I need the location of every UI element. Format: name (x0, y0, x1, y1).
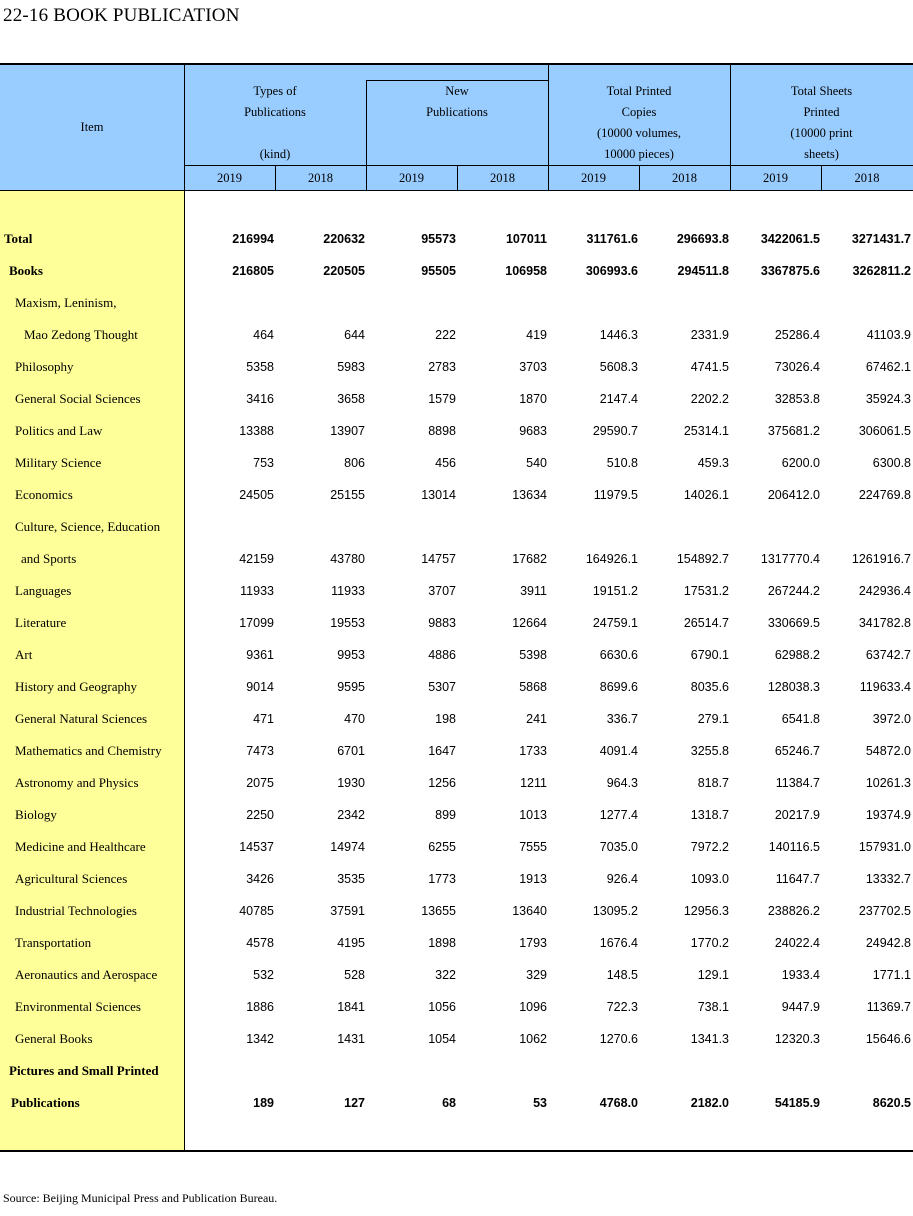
table-cell: 107011 (505, 232, 547, 246)
page-title: 22-16 BOOK PUBLICATION (3, 5, 240, 26)
header-bottom-rule (0, 190, 913, 191)
table-cell: 3707 (428, 584, 456, 598)
table-cell: 375681.2 (767, 424, 820, 438)
table-cell: 10261.3 (865, 776, 911, 790)
table-cell: 738.1 (697, 1000, 729, 1014)
table-cell: 3367875.6 (760, 264, 820, 278)
table-cell: 42159 (239, 552, 274, 566)
table-row (0, 1023, 913, 1055)
row-label: Transportation (15, 935, 92, 950)
table-cell: 1841 (337, 1000, 365, 1014)
table-cell: 1898 (428, 936, 456, 950)
year-header: 2018 (672, 171, 697, 185)
table-cell: 1261916.7 (851, 552, 911, 566)
table-cell: 11979.5 (593, 488, 638, 502)
table-cell: 11369.7 (866, 1000, 911, 1014)
table-row (0, 351, 913, 383)
table-cell: 67462.1 (865, 360, 911, 374)
row-label: Philosophy (15, 359, 74, 374)
copies-header-line: Copies (621, 105, 657, 119)
table-cell: 279.1 (697, 712, 729, 726)
table-cell: 242936.4 (858, 584, 911, 598)
table-cell: 3422061.5 (760, 232, 820, 246)
table-row (0, 415, 913, 447)
table-cell: 2342 (337, 808, 365, 822)
table-cell: 9595 (337, 680, 365, 694)
table-cell: 470 (344, 712, 365, 726)
table-cell: 4741.5 (690, 360, 729, 374)
table-cell: 311761.6 (586, 232, 638, 246)
table-cell: 63742.7 (865, 648, 911, 662)
row-label: Languages (15, 583, 72, 598)
table-cell: 532 (253, 968, 274, 982)
table-cell: 206412.0 (767, 488, 820, 502)
table-cell: 1933.4 (781, 968, 820, 982)
table-cell: 1056 (428, 1000, 456, 1014)
table-cell: 6541.8 (781, 712, 820, 726)
table-cell: 13014 (421, 488, 456, 502)
row-label: General Social Sciences (15, 391, 141, 406)
table-cell: 12664 (512, 616, 547, 630)
table-cell: 3255.8 (690, 744, 729, 758)
table-cell: 5868 (519, 680, 547, 694)
table-cell: 12320.3 (774, 1032, 820, 1046)
table-cell: 13634 (512, 488, 547, 502)
year-header: 2018 (490, 171, 515, 185)
table-cell: 6255 (428, 840, 456, 854)
table-row (0, 799, 913, 831)
table-cell: 237702.5 (858, 904, 911, 918)
table-cell: 13640 (512, 904, 547, 918)
table-row (0, 703, 913, 735)
table-cell: 644 (344, 328, 365, 342)
table-cell: 7972.2 (690, 840, 729, 854)
row-label: Books (9, 263, 43, 278)
table-cell: 62988.2 (774, 648, 820, 662)
item-header: Item (80, 120, 104, 134)
table-cell: 1013 (519, 808, 547, 822)
table-cell: 17531.2 (683, 584, 729, 598)
table-cell: 7473 (246, 744, 274, 758)
row-label: Maxism, Leninism, (15, 295, 117, 310)
table-cell: 1318.7 (690, 808, 729, 822)
table-cell: 11933 (331, 584, 365, 598)
table-cell: 456 (435, 456, 456, 470)
table-cell: 899 (435, 808, 456, 822)
row-label: General Books (15, 1031, 93, 1046)
table-cell: 4768.0 (599, 1096, 638, 1110)
table-cell: 13907 (330, 424, 365, 438)
table-cell: 41103.9 (866, 328, 911, 342)
year-header: 2019 (763, 171, 788, 185)
table-cell: 322 (435, 968, 456, 982)
table-cell: 238826.2 (767, 904, 820, 918)
table-row (0, 319, 913, 351)
sheets-header-line: Total Sheets (790, 84, 853, 98)
table-cell: 15646.6 (865, 1032, 911, 1046)
table-row (0, 959, 913, 991)
year-header: 2019 (217, 171, 242, 185)
table-row (0, 575, 913, 607)
table-cell: 54185.9 (774, 1096, 820, 1110)
table-cell: 17099 (239, 616, 274, 630)
table-cell: 11384.7 (775, 776, 820, 790)
table-row (0, 1087, 913, 1119)
table-row (0, 1055, 913, 1087)
table-cell: 1096 (519, 1000, 547, 1014)
row-label: Aeronautics and Aerospace (15, 967, 158, 982)
table-cell: 32853.8 (774, 392, 820, 406)
table-cell: 459.3 (697, 456, 729, 470)
table-cell: 9683 (519, 424, 547, 438)
table-cell: 241 (526, 712, 547, 726)
table-cell: 9014 (246, 680, 274, 694)
table-cell: 2202.2 (690, 392, 729, 406)
year-header: 2018 (854, 171, 880, 185)
table-row (0, 735, 913, 767)
table-cell: 40785 (239, 904, 274, 918)
table-cell: 4886 (428, 648, 456, 662)
table-cell: 5608.3 (599, 360, 638, 374)
row-label: Publications (11, 1095, 80, 1110)
table-cell: 806 (344, 456, 365, 470)
types-header-unit: (kind) (259, 147, 291, 161)
table-cell: 35924.3 (865, 392, 911, 406)
table-row (0, 255, 913, 287)
table-cell: 68 (442, 1096, 456, 1110)
table-cell: 129.1 (697, 968, 729, 982)
row-label: Environmental Sciences (15, 999, 141, 1014)
table-cell: 6701 (337, 744, 365, 758)
table-cell: 6630.6 (599, 648, 638, 662)
table-cell: 1733 (519, 744, 547, 758)
table-cell: 1093.0 (690, 872, 729, 886)
row-label: Biology (15, 807, 57, 822)
table-row (0, 767, 913, 799)
table-cell: 471 (253, 712, 274, 726)
table-row (0, 927, 913, 959)
table-cell: 294511.8 (677, 264, 729, 278)
table-cell: 1341.3 (690, 1032, 729, 1046)
table-cell: 14026.1 (683, 488, 729, 502)
table-cell: 926.4 (606, 872, 638, 886)
year-header: 2018 (308, 171, 333, 185)
table-cell: 65246.7 (774, 744, 820, 758)
types-header-line: Types of (253, 84, 297, 98)
table-row (0, 863, 913, 895)
table-cell: 336.7 (606, 712, 638, 726)
table-cell: 528 (344, 968, 365, 982)
table-cell: 216805 (232, 264, 274, 278)
table-cell: 3262811.2 (852, 264, 911, 278)
table-row (0, 895, 913, 927)
table-cell: 7555 (519, 840, 547, 854)
table-top-rule (0, 63, 913, 65)
row-label: Agricultural Sciences (15, 871, 128, 886)
table-row (0, 447, 913, 479)
table-cell: 1676.4 (599, 936, 638, 950)
sheets-header-line: Printed (803, 105, 840, 119)
table-cell: 13332.7 (865, 872, 911, 886)
table-cell: 3535 (337, 872, 365, 886)
table-cell: 148.5 (606, 968, 638, 982)
table-cell: 818.7 (697, 776, 729, 790)
table-cell: 222 (435, 328, 456, 342)
table-cell: 19374.9 (865, 808, 911, 822)
row-label: Astronomy and Physics (15, 775, 139, 790)
table-cell: 8035.6 (690, 680, 729, 694)
year-header: 2019 (399, 171, 424, 185)
table-cell: 419 (526, 328, 547, 342)
table-cell: 2783 (428, 360, 456, 374)
sheets-header-unit: sheets) (804, 147, 839, 161)
table-cell: 1431 (337, 1032, 365, 1046)
table-cell: 3911 (520, 584, 547, 598)
table-cell: 25155 (330, 488, 365, 502)
table-cell: 11647.7 (775, 872, 820, 886)
table-cell: 3271431.7 (851, 232, 911, 246)
row-label: Politics and Law (15, 423, 103, 438)
table-cell: 106958 (505, 264, 547, 278)
row-label: Total (4, 231, 33, 246)
table-row (0, 223, 913, 255)
table-cell: 8620.5 (872, 1096, 911, 1110)
table-cell: 25314.1 (683, 424, 729, 438)
table-row (0, 991, 913, 1023)
table-cell: 464 (253, 328, 274, 342)
table-cell: 7035.0 (599, 840, 638, 854)
table-cell: 95505 (421, 264, 456, 278)
row-label: General Natural Sciences (15, 711, 148, 726)
table-cell: 267244.2 (767, 584, 820, 598)
row-label: History and Geography (15, 679, 138, 694)
table-cell: 164926.1 (585, 552, 638, 566)
table-cell: 1886 (246, 1000, 274, 1014)
table-cell: 4091.4 (599, 744, 638, 758)
sheets-header-unit: (10000 print (790, 126, 853, 140)
table-cell: 2182.0 (690, 1096, 729, 1110)
table-cell: 9953 (337, 648, 365, 662)
table-cell: 6200.0 (781, 456, 820, 470)
table-cell: 216994 (232, 232, 274, 246)
table-cell: 4195 (337, 936, 365, 950)
table-cell: 1211 (520, 776, 547, 790)
table-cell: 9883 (428, 616, 456, 630)
table-cell: 24759.1 (592, 616, 638, 630)
table-cell: 1793 (519, 936, 547, 950)
copies-header-unit: (10000 volumes, (596, 126, 682, 140)
table-cell: 140116.5 (768, 840, 820, 854)
table-cell: 2075 (246, 776, 274, 790)
table-cell: 1342 (246, 1032, 274, 1046)
copies-header-unit: 10000 pieces) (604, 147, 674, 161)
table-cell: 1930 (337, 776, 365, 790)
row-label: Pictures and Small Printed (9, 1063, 159, 1078)
row-label: and Sports (21, 551, 77, 566)
table-bottom-rule (0, 1150, 913, 1152)
row-label: Mao Zedong Thought (24, 327, 138, 342)
table-cell: 1277.4 (599, 808, 638, 822)
new-header-line: Publications (426, 105, 488, 119)
table-cell: 24505 (239, 488, 274, 502)
table-cell: 2250 (246, 808, 274, 822)
table-cell: 43780 (330, 552, 365, 566)
copies-header-line: Total Printed (606, 84, 672, 98)
table-row (0, 543, 913, 575)
table-cell: 1770.2 (690, 936, 729, 950)
table-cell: 1054 (428, 1032, 456, 1046)
table-cell: 1317770.4 (760, 552, 820, 566)
table-cell: 964.3 (606, 776, 638, 790)
table-cell: 1771.1 (872, 968, 911, 982)
table-cell: 24942.8 (865, 936, 911, 950)
table-cell: 13655 (421, 904, 456, 918)
table-cell: 9361 (246, 648, 274, 662)
table-cell: 19151.2 (592, 584, 638, 598)
table-cell: 25286.4 (774, 328, 820, 342)
table-cell: 1062 (519, 1032, 547, 1046)
table-cell: 13388 (239, 424, 274, 438)
table-cell: 1773 (428, 872, 456, 886)
table-row (0, 831, 913, 863)
table-cell: 95573 (421, 232, 456, 246)
table-cell: 330669.5 (767, 616, 820, 630)
row-label: Industrial Technologies (15, 903, 137, 918)
table-cell: 128038.3 (767, 680, 820, 694)
table-cell: 753 (253, 456, 274, 470)
table-cell: 1870 (519, 392, 547, 406)
new-header-line: New (445, 84, 469, 98)
table-cell: 2147.4 (599, 392, 638, 406)
table-row (0, 511, 913, 543)
table-cell: 73026.4 (774, 360, 820, 374)
table-row (0, 671, 913, 703)
table-cell: 20217.9 (774, 808, 820, 822)
table-cell: 14757 (421, 552, 456, 566)
table-cell: 8699.6 (599, 680, 638, 694)
table-cell: 53 (533, 1096, 547, 1110)
types-header-line: Publications (244, 105, 306, 119)
row-label: Literature (15, 615, 67, 630)
source-note: Source: Beijing Municipal Press and Publication Bureau. (3, 1191, 278, 1205)
table-cell: 510.8 (606, 456, 638, 470)
table-cell: 224769.8 (858, 488, 911, 502)
table-cell: 2331.9 (690, 328, 729, 342)
table-cell: 1579 (428, 392, 456, 406)
table-row (0, 383, 913, 415)
table-cell: 4578 (246, 936, 274, 950)
table-cell: 37591 (330, 904, 365, 918)
table-cell: 5358 (246, 360, 274, 374)
table-row (0, 639, 913, 671)
table-cell: 11933 (240, 584, 274, 598)
table-cell: 19553 (330, 616, 365, 630)
table-cell: 1913 (519, 872, 547, 886)
table-cell: 5983 (337, 360, 365, 374)
table-cell: 306993.6 (585, 264, 638, 278)
table-cell: 1446.3 (599, 328, 638, 342)
table-cell: 9447.9 (781, 1000, 820, 1014)
table-cell: 26514.7 (683, 616, 729, 630)
table-cell: 12956.3 (683, 904, 729, 918)
table-cell: 1270.6 (599, 1032, 638, 1046)
table-cell: 220505 (323, 264, 365, 278)
table-cell: 189 (253, 1096, 274, 1110)
table-cell: 220632 (323, 232, 365, 246)
year-header: 2019 (581, 171, 606, 185)
table-cell: 341782.8 (858, 616, 911, 630)
table-cell: 306061.5 (858, 424, 911, 438)
table-cell: 198 (435, 712, 456, 726)
table-cell: 14537 (239, 840, 274, 854)
table-cell: 3972.0 (872, 712, 911, 726)
table-cell: 154892.7 (676, 552, 729, 566)
table-cell: 1256 (428, 776, 456, 790)
row-label: Military Science (15, 455, 102, 470)
table-cell: 6790.1 (690, 648, 729, 662)
table-cell: 6300.8 (872, 456, 911, 470)
table-cell: 24022.4 (774, 936, 820, 950)
table-row (0, 287, 913, 319)
table-cell: 1647 (428, 744, 456, 758)
table-cell: 3426 (246, 872, 274, 886)
table-cell: 3416 (246, 392, 274, 406)
table-cell: 5307 (428, 680, 456, 694)
row-label: Art (15, 647, 33, 662)
table-cell: 3658 (337, 392, 365, 406)
table-cell: 119633.4 (859, 680, 911, 694)
table-row (0, 479, 913, 511)
table-cell: 296693.8 (676, 232, 729, 246)
table-cell: 14974 (330, 840, 365, 854)
table-cell: 13095.2 (592, 904, 638, 918)
table-cell: 5398 (519, 648, 547, 662)
table-cell: 540 (526, 456, 547, 470)
table-cell: 17682 (512, 552, 547, 566)
table-cell: 127 (344, 1096, 365, 1110)
table-cell: 54872.0 (865, 744, 911, 758)
row-label: Medicine and Healthcare (15, 839, 146, 854)
table-cell: 29590.7 (592, 424, 638, 438)
table-row (0, 607, 913, 639)
table-cell: 3703 (519, 360, 547, 374)
row-label: Economics (15, 487, 73, 502)
table-cell: 329 (526, 968, 547, 982)
table-cell: 8898 (428, 424, 456, 438)
table-cell: 157931.0 (858, 840, 911, 854)
table-cell: 722.3 (606, 1000, 638, 1014)
row-label: Culture, Science, Education (15, 519, 161, 534)
row-label: Mathematics and Chemistry (15, 743, 162, 758)
